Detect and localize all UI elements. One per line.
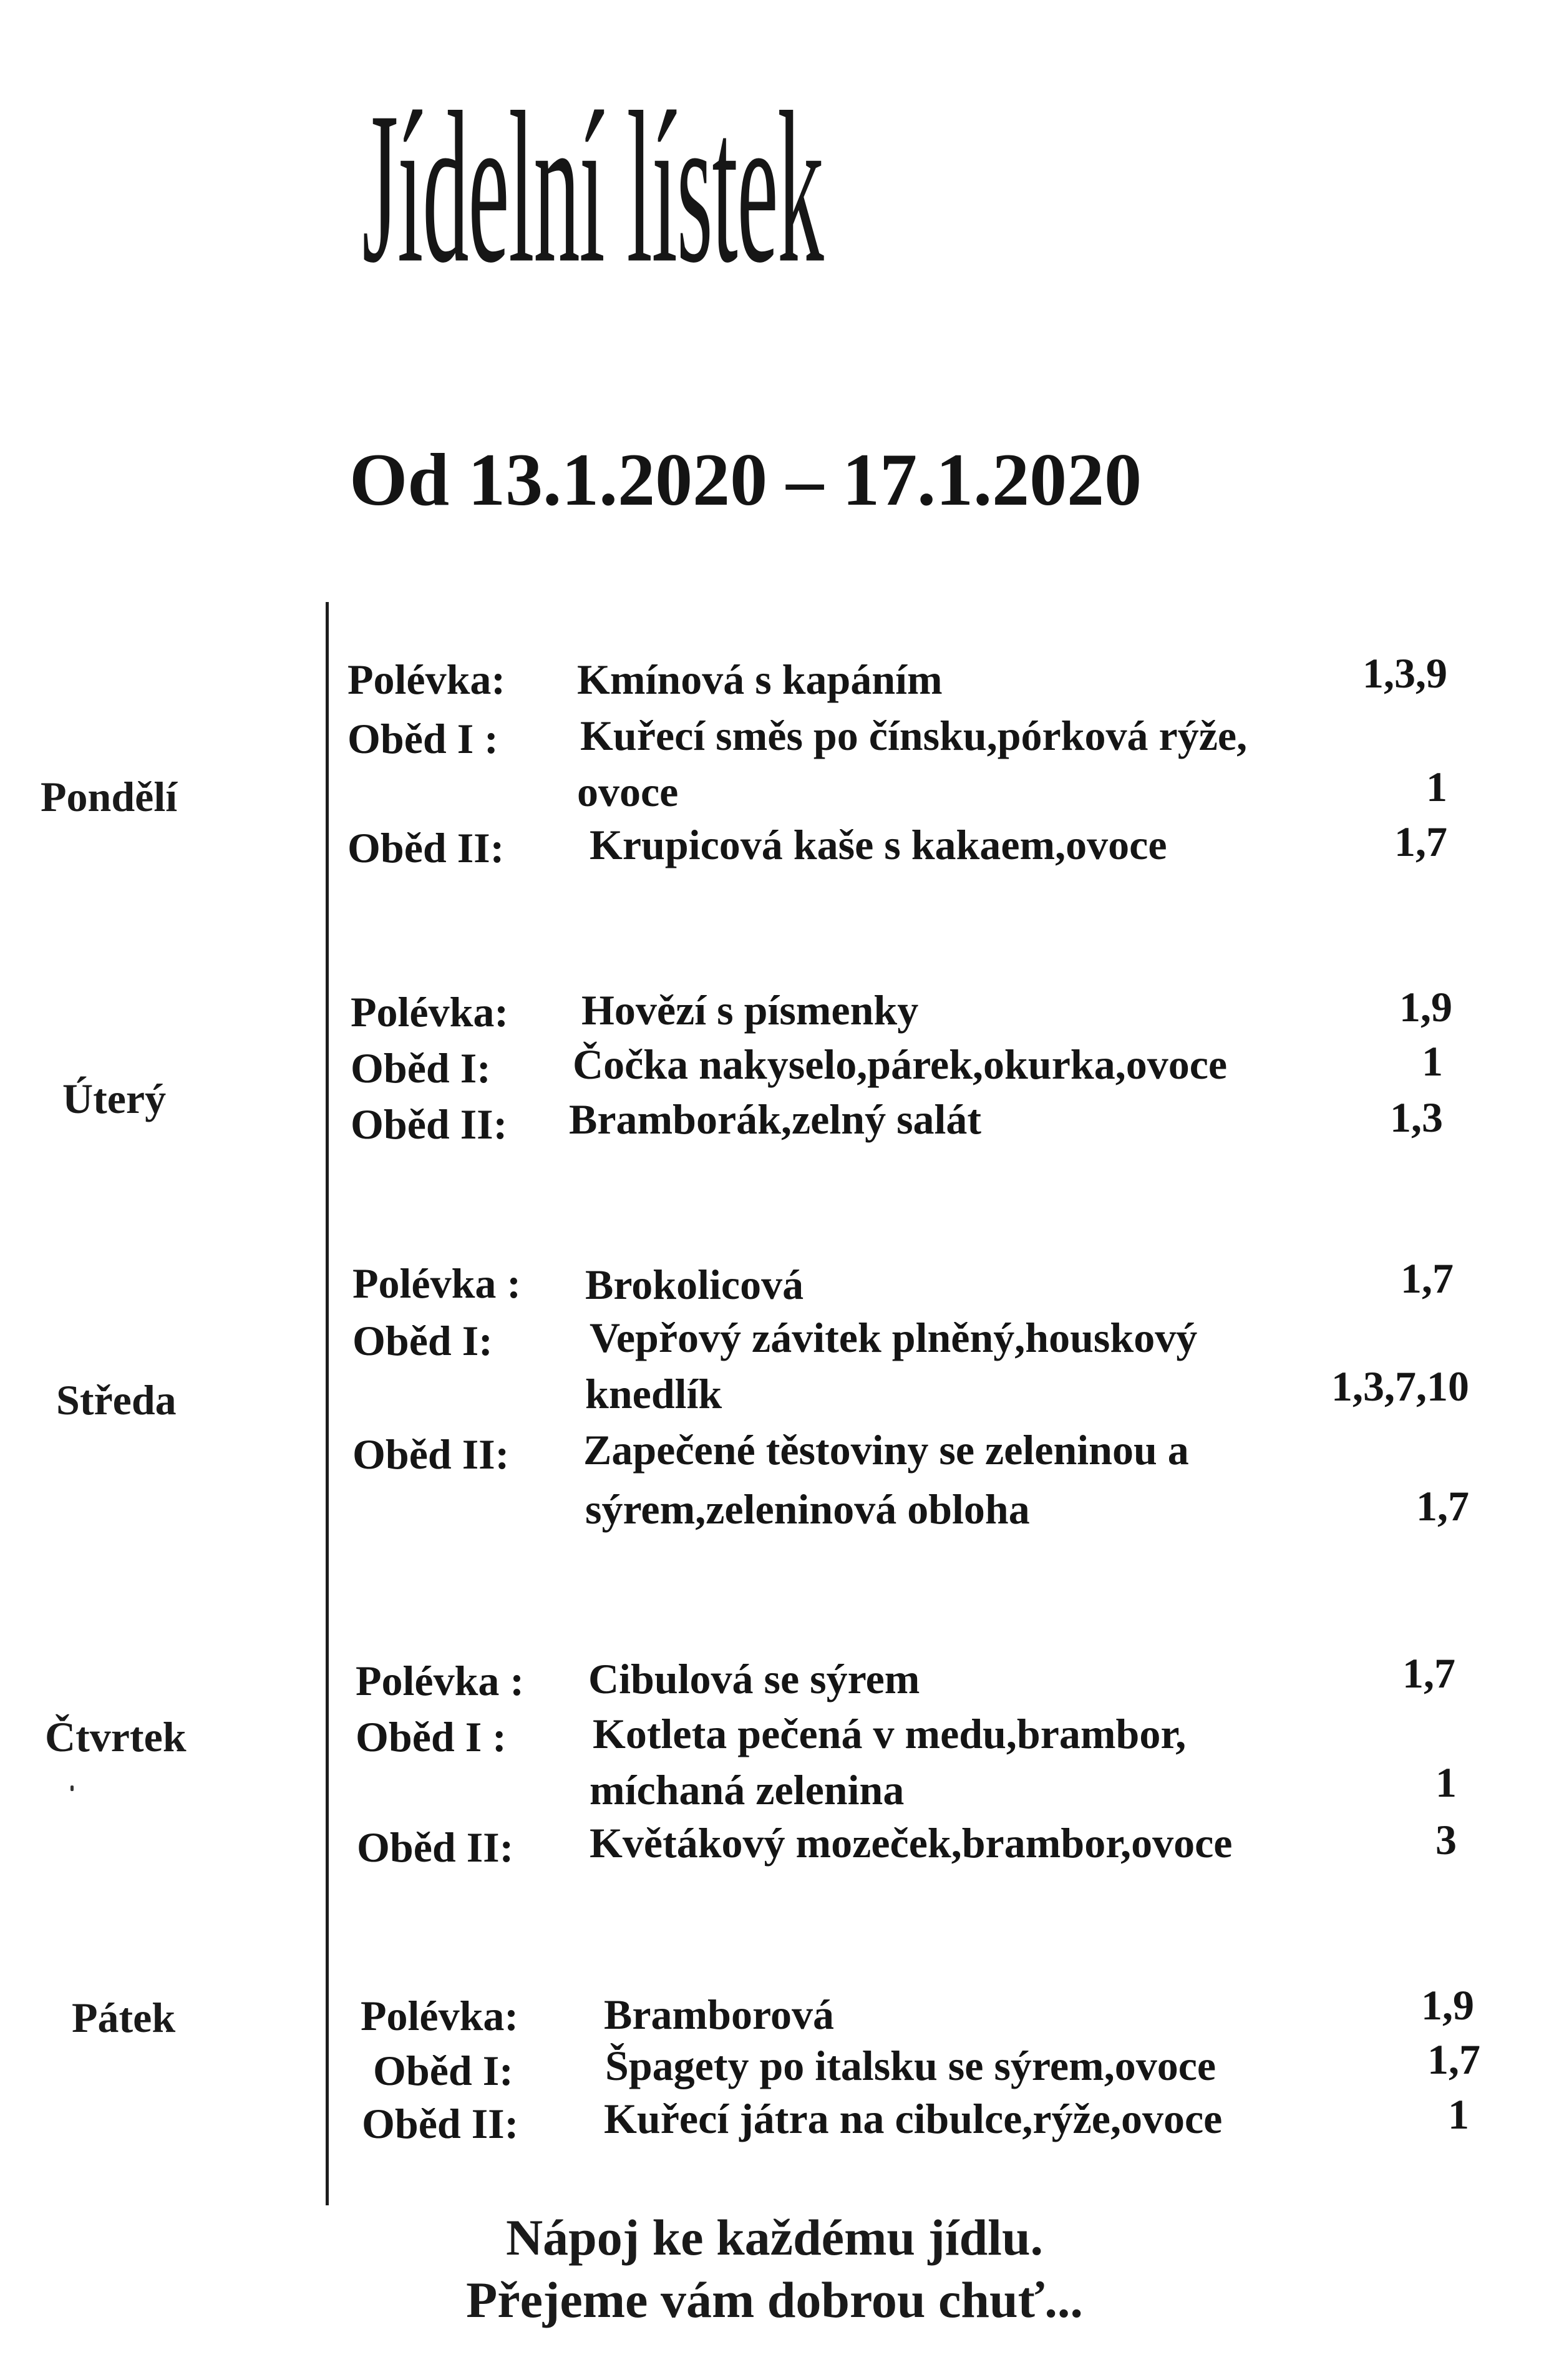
- dish-name: knedlík: [585, 1370, 722, 1417]
- row-label: Polévka:: [361, 1992, 519, 2039]
- dish-name: ovoce: [577, 768, 679, 815]
- row-label: Oběd II:: [352, 1430, 510, 1478]
- date-range: Od 13.1.2020 – 17.1.2020: [349, 438, 1142, 521]
- allergen-codes: 1: [1435, 1759, 1457, 1806]
- dish-name: Kotleta pečená v medu,brambor,: [593, 1710, 1187, 1757]
- dish-name: Zapečené těstoviny se zeleninou a: [583, 1426, 1189, 1474]
- dish-name: Cibulová se sýrem: [588, 1655, 920, 1702]
- dish-name: Květákový mozeček,brambor,ovoce: [590, 1819, 1233, 1867]
- day-label-monday: Pondělí: [41, 773, 178, 820]
- row-label: Oběd I :: [347, 715, 498, 762]
- day-label-thursday: Čtvrtek: [45, 1713, 187, 1761]
- day-label-tuesday: Úterý: [62, 1075, 167, 1122]
- dish-name: Kmínová s kapáním: [577, 656, 943, 703]
- allergen-codes: 1,3,9: [1362, 649, 1447, 697]
- row-label: Polévka:: [351, 988, 509, 1036]
- allergen-codes: 1,7: [1402, 1649, 1455, 1697]
- dish-name: Krupicová kaše s kakaem,ovoce: [590, 821, 1167, 868]
- dish-name: Špagety po italsku se sýrem,ovoce: [605, 2042, 1216, 2089]
- dish-name: Čočka nakyselo,párek,okurka,ovoce: [573, 1041, 1228, 1088]
- row-label: Polévka :: [356, 1657, 525, 1704]
- allergen-codes: 1,9: [1421, 1981, 1474, 2029]
- vertical-divider: [326, 602, 329, 2205]
- dish-name: Brokolicová: [585, 1261, 804, 1308]
- allergen-codes: 1,7: [1394, 818, 1447, 865]
- row-label: Oběd I :: [356, 1713, 507, 1761]
- row-label: Oběd II:: [357, 1824, 514, 1871]
- menu-title-text: Jídelní lístek: [362, 67, 823, 308]
- allergen-codes: 1: [1422, 1037, 1443, 1085]
- dish-name: Bramborák,zelný salát: [569, 1095, 982, 1143]
- row-label: Oběd II:: [362, 2100, 519, 2147]
- row-label: Oběd I:: [352, 1317, 493, 1364]
- dish-name: Bramborová: [604, 1991, 834, 2038]
- menu-title: [156, 37, 1029, 337]
- allergen-codes: 1,9: [1399, 983, 1452, 1031]
- allergen-codes: 1,3: [1390, 1094, 1443, 1141]
- footer-drink-note: Nápoj ke každému jídlu.: [505, 2209, 1044, 2266]
- allergen-codes: 1,7: [1427, 2036, 1480, 2083]
- row-label: Oběd II:: [351, 1100, 508, 1148]
- allergen-codes: 1,7: [1401, 1255, 1454, 1302]
- row-label: Polévka:: [347, 656, 506, 703]
- allergen-codes: 3: [1435, 1816, 1457, 1863]
- dish-name: Kuřecí směs po čínsku,pórková rýže,: [580, 712, 1248, 759]
- dish-name: Kuřecí játra na cibulce,rýže,ovoce: [604, 2095, 1223, 2142]
- dish-name: Vepřový závitek plněný,houskový: [590, 1314, 1198, 1361]
- allergen-codes: 1,3,7,10: [1331, 1362, 1469, 1410]
- day-label-wednesday: Středa: [56, 1376, 177, 1424]
- row-label: Oběd I:: [351, 1044, 491, 1092]
- dish-name: sýrem,zeleninová obloha: [585, 1485, 1030, 1533]
- dish-name: míchaná zelenina: [590, 1766, 905, 1814]
- dish-name: Hovězí s písmenky: [581, 986, 919, 1034]
- row-label: Oběd II:: [347, 824, 505, 872]
- footer-greeting: Přejeme vám dobrou chuť...: [466, 2271, 1083, 2328]
- day-label-friday: Pátek: [72, 1994, 176, 2041]
- allergen-codes: 1: [1426, 763, 1447, 810]
- allergen-codes: 1: [1448, 2091, 1469, 2138]
- allergen-codes: 1,7: [1416, 1482, 1469, 1530]
- scan-speck: [70, 1785, 74, 1791]
- row-label: Oběd I:: [373, 2047, 513, 2094]
- row-label: Polévka :: [352, 1260, 522, 1307]
